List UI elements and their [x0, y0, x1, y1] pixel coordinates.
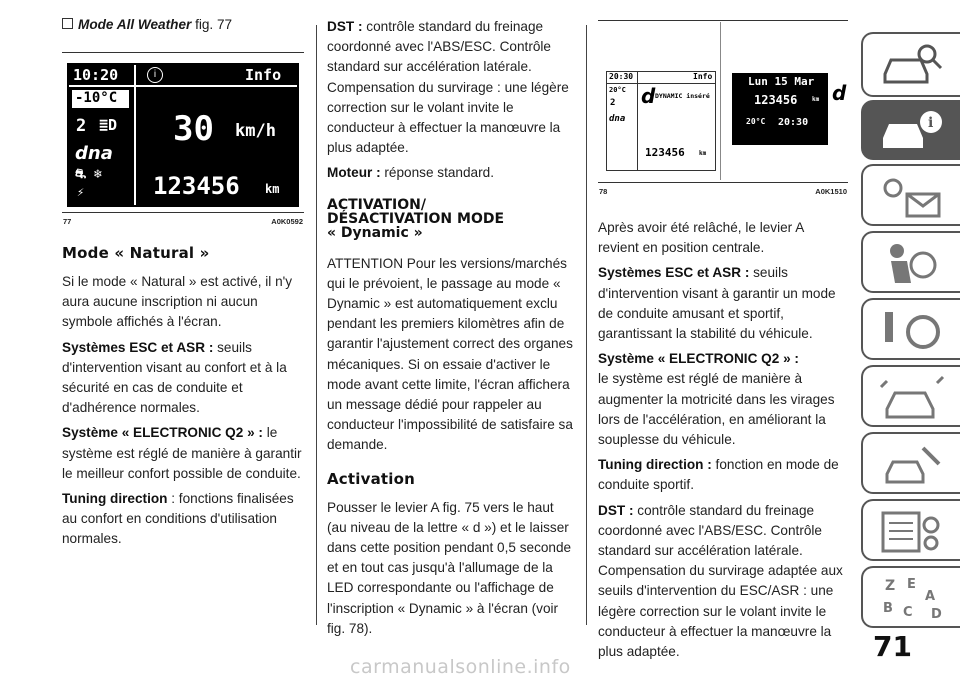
- fig77-odo: 123456: [153, 172, 240, 200]
- figure-top-rule: [62, 52, 304, 53]
- right-dst-paragraph: DST : contrôle standard du freinage coordonné avec l'ABS/ESC. Contrôle standard sur accélération latérale. Compensation du survirage adaptée aux seuils d'intervention du ESC/ASR : une légère correction sur le volant invite le conducteur à effectuer la manœuvre la plus adaptée.: [598, 502, 843, 660]
- fig77-slip-icon: ⚡: [77, 185, 85, 199]
- activation-text: Pousser le levier A fig. 75 vers le haut (au niveau de la lettre « d ») et le laisser dans cette position pendant 0,5 seconde et en tout cas jusqu'à l'allumage de la LED correspondante ou l'affichage de l'inscription « Dynamic » à l'écran (voir fig. 78).: [327, 499, 572, 636]
- right-tuning-paragraph: Tuning direction : fonction en mode de conduite sportif.: [598, 457, 839, 493]
- fig77-info: Info: [245, 66, 282, 84]
- svg-text:D: D: [931, 607, 942, 622]
- sidebar-tab-5[interactable]: [861, 298, 960, 360]
- fig78-small-info: Info: [693, 72, 713, 81]
- right-esc-paragraph: Systèmes ESC et ASR : seuils d'intervention visant à garantir un mode de conduite amusant et sportif, garantissant la stabilité du véhicule.: [598, 265, 836, 342]
- fig78-small-unit: km: [699, 150, 707, 157]
- settings-list-icon: [877, 507, 947, 557]
- fig77-light-icon: ≣D: [99, 116, 118, 134]
- svg-text:i: i: [928, 115, 934, 131]
- tuning-label: Tuning direction: [62, 491, 168, 507]
- sidebar-tab-8[interactable]: [861, 499, 960, 561]
- left-esc-paragraph: Systèmes ESC et ASR : seuils d'intervention visant au confort et à la sécurité en cas de conduite et d'adhérence normales.: [62, 339, 287, 416]
- section-header: [62, 17, 304, 32]
- sidebar-tab-1[interactable]: [861, 32, 960, 97]
- moteur-label: Moteur :: [327, 165, 381, 181]
- fig77-caption-code: A0K0592: [271, 217, 303, 226]
- natural-intro: Si le mode « Natural » est activé, il n'y aura aucune inscription ni aucun symbole affichés à l'écran.: [62, 274, 293, 330]
- fig78-date: Lun 15 Mar: [748, 75, 815, 88]
- sidebar-tab-9[interactable]: [861, 566, 960, 628]
- q2-label: Système « ELECTRONIC Q2 » :: [62, 425, 263, 441]
- lever-release-text: Après avoir été relâché, le levier A revient en position centrale.: [598, 220, 804, 256]
- fig77-info-icon: i: [147, 67, 163, 83]
- fig78-bottom-temp: 20°C: [746, 117, 766, 126]
- header-label: Mode All Weather: [78, 17, 192, 32]
- fig78-caption-code: A0K1510: [815, 187, 847, 196]
- fig78-bottom-rule: [598, 182, 848, 183]
- checkbox-icon: [62, 18, 73, 29]
- watermark: carmanualsonline.info: [350, 656, 571, 678]
- car-info-icon: [877, 108, 947, 156]
- fig78-small-gear: 2: [610, 98, 616, 108]
- fig77-temp: -10°C: [75, 90, 118, 106]
- svg-text:C: C: [903, 605, 913, 620]
- middle-column: [327, 17, 575, 644]
- figure-78: [598, 22, 848, 180]
- heading-activation: Activation: [327, 469, 416, 488]
- figure-77-display: [67, 63, 299, 207]
- page-number: 71: [873, 630, 912, 663]
- sidebar-tab-2[interactable]: [861, 100, 960, 160]
- svg-text:E: E: [907, 577, 916, 592]
- sidebar-tab-3[interactable]: [861, 164, 960, 226]
- fig78-big-unit: km: [812, 96, 820, 103]
- heading-activation-desactivation: ACTIVATION/ DÉSACTIVATION MODE « Dynamic »: [327, 196, 505, 241]
- left-q2-paragraph: Système « ELECTRONIC Q2 » : le système est réglé de manière à garantir le meilleur confort possible de conduite.: [62, 425, 302, 481]
- right-q2-paragraph: Système « ELECTRONIC Q2 » : le système est réglé de manière à augmenter la motricité dans les virages lors de l'accélération, en améliorant la souplesse du véhicule.: [598, 351, 835, 448]
- fig77-esc-icon: ⛐ ❄: [75, 167, 102, 182]
- fig78-small-temp: 20°C: [609, 86, 626, 94]
- fig78-small-msg: DYNAMIC inséré: [655, 92, 710, 100]
- fig78-small-dna: dna: [609, 114, 626, 124]
- fig78-big-display: [726, 71, 846, 169]
- warning-lights-icon: [877, 172, 947, 222]
- svg-text:B: B: [883, 601, 893, 616]
- fig77-dna: dna: [75, 143, 113, 164]
- car-search-icon: [877, 40, 947, 90]
- fig78-big-odo: 123456: [754, 93, 798, 107]
- fig77-time: 10:20: [73, 66, 119, 84]
- fig78-small-display: [606, 71, 716, 171]
- mid-dst-paragraph: DST : contrôle standard du freinage coordonné avec l'ABS/ESC. Contrôle standard sur accélération latérale. Compensation du survirage : une légère correction sur le volant invite le conducteur à effectuer la manœuvre la plus adaptée.: [327, 19, 569, 156]
- fig77-gear: 2: [76, 116, 87, 136]
- fig78-small-d: d: [641, 84, 656, 108]
- fig77-speed: 30: [173, 109, 214, 149]
- airbag-icon: [877, 239, 947, 289]
- fig77-caption-num: 77: [63, 217, 72, 226]
- fig78-top-rule: [598, 20, 848, 21]
- column-divider-1: [316, 25, 317, 625]
- sidebar-tab-6[interactable]: [861, 365, 960, 427]
- sidebar-tab-7[interactable]: [861, 432, 960, 494]
- heading-natural: Mode « Natural »: [62, 244, 210, 262]
- attention-note: ATTENTION Pour les versions/marchés qui le prévoient, le passage au mode « Dynamic » est automatiquement exclu pendant les premiers kilomètres afin de garantir l'ajustement correct des organes mécaniques. Si on essaie d'activer le mode avant cette limite, l'écran affichera un message dédié pour rappeler au conducteur l'impossibilité de satisfaire sa demande.: [327, 255, 573, 453]
- car-crash-icon: [877, 373, 947, 423]
- alphabet-index-icon: [877, 572, 947, 624]
- esc-label: Systèmes ESC et ASR :: [62, 339, 214, 355]
- dst-label: DST :: [327, 19, 363, 34]
- header-ref: fig. 77: [191, 17, 233, 32]
- left-tuning-paragraph: Tuning direction : fonctions finalisées au confort en conditions d'utilisation normales.: [62, 491, 294, 547]
- sidebar-tab-4[interactable]: [861, 231, 960, 293]
- key-steering-icon: [877, 306, 947, 356]
- moteur-paragraph: Moteur : réponse standard.: [327, 165, 494, 181]
- fig78-bottom-time: 20:30: [778, 117, 809, 128]
- fig78-small-time: 20:30: [609, 72, 634, 81]
- figure-bottom-rule: [62, 212, 304, 213]
- column-divider-2: [586, 25, 587, 625]
- fig77-speed-unit: km/h: [235, 121, 276, 141]
- wrench-car-icon: [877, 440, 947, 490]
- svg-text:Z: Z: [885, 578, 896, 594]
- fig78-d-letter: d: [832, 81, 847, 105]
- fig78-small-odo: 123456: [645, 146, 685, 159]
- fig77-odo-unit: km: [265, 182, 280, 196]
- fig78-caption-num: 78: [599, 187, 608, 196]
- svg-text:A: A: [925, 589, 936, 604]
